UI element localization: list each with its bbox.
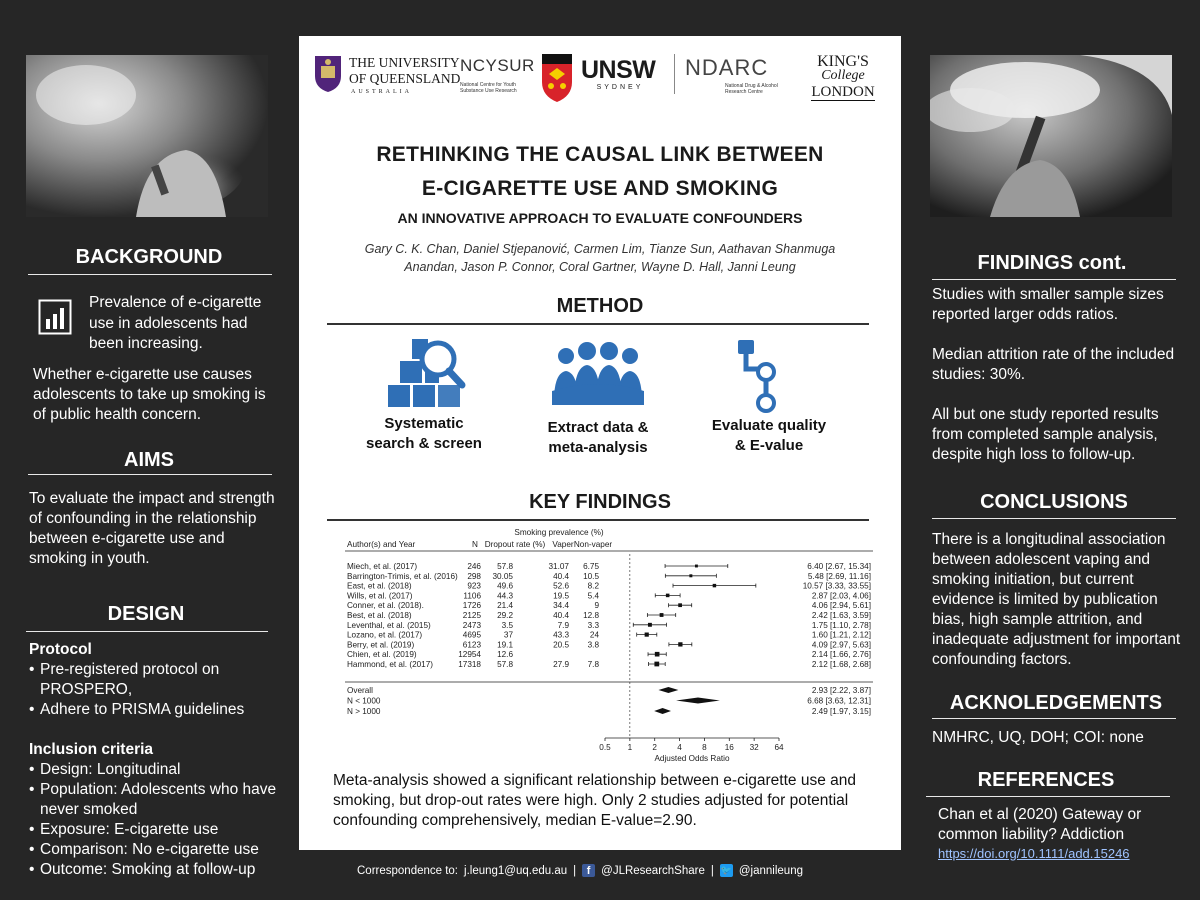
unsw-crest-icon (540, 52, 574, 109)
forest-study-n: 2125 (462, 611, 481, 620)
forest-study-dropout: 49.6 (497, 581, 513, 591)
forest-study-dropout: 3.5 (501, 620, 513, 630)
forest-study-dropout: 57.8 (497, 660, 513, 669)
forest-study-label: Barrington-Trimis, et al. (2016) (347, 571, 458, 581)
kings-line3: LONDON (811, 84, 875, 100)
uq-line2: OF QUEENSLAND (349, 71, 461, 86)
inclusion-item: • Outcome: Smoking at follow-up (29, 860, 285, 880)
ncysur-logo (460, 56, 535, 96)
forest-pooled-label: Overall (347, 686, 373, 695)
forest-point (689, 574, 692, 577)
forest-study-n: 1726 (462, 601, 481, 611)
forest-study-ci: 4.06 [2.94, 5.61] (811, 601, 871, 611)
design-content (29, 640, 285, 880)
forest-study-ci: 2.42 [1.63, 3.59] (811, 611, 871, 620)
forest-study-n: 6123 (462, 640, 481, 650)
forest-study-label: Best, et al. (2018) (347, 611, 412, 620)
forest-study-label: Leventhal, et al. (2015) (347, 620, 431, 630)
forest-study-n: 12954 (458, 650, 481, 660)
forest-study-nonvaper: 3.3 (587, 620, 599, 630)
uq-line1: THE UNIVERSITY (349, 55, 460, 70)
facebook-icon: f (582, 864, 595, 877)
forest-study-label: Conner, et al. (2018). (347, 601, 424, 611)
forest-study-n: 246 (467, 562, 481, 571)
forest-study-vaper: 19.5 (553, 591, 569, 601)
forest-x-tick-label: 32 (749, 743, 759, 752)
bar-chart-icon (38, 299, 72, 335)
forest-x-tick-label: 4 (677, 743, 682, 752)
footer-facebook[interactable]: @JLResearchShare (601, 864, 705, 877)
forest-header-dropout: Dropout rate (%) (484, 540, 546, 549)
forest-study-n: 2473 (462, 620, 481, 630)
forest-study-vaper: 31.07 (548, 562, 569, 571)
findings-cont-title: FINDINGS cont. (977, 252, 1127, 274)
method-rule (327, 323, 869, 325)
key-findings-title: KEY FINDINGS (529, 491, 671, 513)
forest-study-ci: 1.60 [1.21, 2.12] (811, 630, 871, 640)
uq-line3: AUSTRALIA (351, 89, 412, 95)
twitter-icon: 🐦 (720, 865, 732, 875)
forest-study-dropout: 29.2 (497, 611, 513, 620)
kings-logo (803, 54, 883, 102)
poster-panel (299, 36, 901, 850)
kings-line2: College (821, 68, 865, 83)
forest-point (655, 652, 660, 657)
references-title: REFERENCES (977, 769, 1115, 791)
inclusion-item: • Comparison: No e-cigarette use (29, 840, 285, 860)
unsw-logo (581, 56, 665, 96)
key-findings-rule (327, 519, 869, 521)
conclusions-rule (932, 518, 1176, 519)
poster-subtitle: AN INNOVATIVE APPROACH TO EVALUATE CONFOUNDERS (397, 210, 803, 226)
forest-point (645, 633, 649, 637)
forest-study-ci: 4.09 [2.97, 5.63] (811, 640, 871, 650)
forest-study-n: 1106 (463, 591, 481, 601)
forest-study-ci: 2.14 [1.66, 2.76] (811, 650, 871, 660)
vaping-photo-left (26, 55, 268, 217)
forest-study-vaper: 43.3 (553, 630, 569, 640)
forest-study-nonvaper: 24 (589, 630, 599, 640)
ncysur-sub: National Centre for Youth Substance Use Research (460, 82, 517, 94)
unsw-text: UNSW (581, 56, 656, 84)
forest-point (654, 662, 659, 667)
references-body: Chan et al (2020) Gateway or common liability? Addiction (938, 806, 1142, 843)
forest-header-author: Author(s) and Year (347, 540, 416, 549)
forest-study-dropout: 30.05 (492, 571, 513, 581)
forest-study-dropout: 37 (503, 630, 513, 640)
forest-study-dropout: 12.6 (497, 650, 513, 660)
vaping-photo-right (930, 55, 1172, 217)
forest-study-nonvaper: 6.75 (583, 562, 599, 571)
design-title: DESIGN (107, 603, 185, 625)
forest-study-ci: 2.12 [1.68, 2.68] (811, 660, 871, 669)
forest-point (713, 584, 716, 587)
forest-study-vaper: 20.5 (553, 640, 569, 650)
forest-study-label: Hammond, et al. (2017) (347, 660, 434, 669)
forest-study-ci: 2.87 [2.03, 4.06] (811, 591, 871, 601)
inclusion-item: • Population: Adolescents who have never smoked (29, 780, 285, 820)
forest-study-nonvaper: 9 (594, 601, 599, 611)
protocol-list (29, 660, 285, 720)
footer-prefix: Correspondence to: (357, 864, 459, 877)
forest-study-label: Wills, et al. (2017) (347, 591, 413, 601)
forest-study-label: Berry, et al. (2019) (347, 640, 415, 650)
aims-title: AIMS (124, 449, 174, 471)
ndarc-text: NDARC (685, 55, 769, 80)
forest-study-nonvaper: 7.8 (587, 660, 599, 669)
acknowledgements-body: NMHRC, UQ, DOH; COI: none (932, 729, 1144, 746)
poster-title-line1: RETHINKING THE CAUSAL LINK BETWEEN (376, 143, 824, 166)
inclusion-heading: Inclusion criteria (29, 741, 154, 758)
findings-cont-p3: All but one study reported results from completed sample analysis, despite high loss to follow-up. (932, 406, 1159, 463)
kings-line1: KING'S (817, 53, 869, 70)
conclusions-body: There is a longitudinal association between adolescent vaping and smoking initiation, but current evidence is limited by publication bias, high sample attrition, and inadequate adjustment for important confounding factors. (932, 531, 1181, 668)
forest-header-group: Smoking prevalence (%) (514, 528, 604, 537)
uq-logo (313, 52, 461, 98)
forest-pooled-label: N < 1000 (347, 696, 381, 706)
unsw-sub: SYDNEY (596, 84, 644, 91)
footer-twitter[interactable]: @jannileung (738, 864, 803, 877)
forest-study-dropout: 21.4 (497, 601, 513, 611)
correspondence-footer: Correspondence to: j.leung1@uq.edu.au | f @JLResearchShare | 🐦 @jannileung (357, 864, 803, 877)
findings-summary: Meta-analysis showed a significant relationship between e-cigarette use and smoking, but drop-out rates were high. Only 2 studies adjusted for potential confounding comprehensively, median E-value=2.90. (333, 772, 856, 829)
forest-study-dropout: 19.1 (497, 640, 513, 650)
protocol-heading: Protocol (29, 641, 92, 658)
background-rule (28, 274, 272, 275)
forest-study-vaper: 7.9 (557, 620, 569, 630)
forest-pooled-diamond (658, 687, 678, 693)
forest-pooled-diamond (654, 708, 671, 714)
people-group-icon (550, 341, 646, 412)
authors-line1: Gary C. K. Chan, Daniel Stjepanović, Carmen Lim, Tianze Sun, Aathavan Shanmuga (364, 242, 836, 256)
forest-point (666, 594, 670, 598)
findings-cont-p1: Studies with smaller sample sizes reported larger odds ratios. (932, 286, 1164, 323)
forest-study-vaper: 40.4 (553, 611, 569, 620)
poster-title-line2: E-CIGARETTE USE AND SMOKING (421, 177, 779, 200)
forest-header-vaper: Vaper (552, 540, 574, 549)
forest-study-ci: 6.40 [2.67, 15.34] (807, 562, 871, 571)
flow-connector-icon (734, 337, 788, 418)
forest-point (648, 623, 652, 627)
background-title: BACKGROUND (75, 246, 223, 268)
forest-x-tick-label: 8 (702, 743, 707, 752)
forest-study-nonvaper: 12.8 (583, 611, 599, 620)
forest-x-tick-label: 1 (627, 743, 633, 752)
forest-study-n: 4695 (462, 630, 481, 640)
forest-header-nonvaper: Non-vaper (573, 540, 613, 549)
protocol-item: • Pre-registered protocol on PROSPERO, (29, 660, 285, 700)
acknowledgements-title: ACKNOLEDGEMENTS (949, 692, 1163, 714)
references-link[interactable]: https://doi.org/10.1111/add.15246 (938, 846, 1130, 861)
aims-rule (28, 474, 272, 475)
forest-study-n: 923 (467, 581, 481, 591)
forest-pooled-ci: 2.93 [2.22, 3.87] (811, 686, 871, 695)
forest-pooled-ci: 2.49 [1.97, 3.15] (811, 707, 871, 716)
forest-study-label: East, et al. (2018) (347, 581, 412, 591)
forest-study-label: Lozano, et al. (2017) (347, 630, 423, 640)
forest-study-vaper: 40.4 (553, 571, 569, 581)
method-step-label: Evaluate quality & E-value (711, 417, 827, 454)
inclusion-list (29, 760, 285, 880)
forest-study-vaper: 27.9 (553, 660, 569, 669)
acknowledgements-rule (932, 718, 1176, 719)
forest-pooled-label: N > 1000 (347, 707, 381, 716)
forest-study-dropout: 44.3 (497, 591, 513, 601)
forest-study-ci: 1.75 [1.10, 2.78] (811, 620, 871, 630)
boxes-magnifier-icon (386, 337, 466, 416)
forest-point (678, 642, 682, 646)
forest-plot-svg (339, 526, 879, 766)
forest-study-n: 298 (467, 571, 481, 581)
logo-divider (674, 54, 675, 94)
forest-pooled-diamond (676, 698, 720, 704)
forest-study-vaper: 34.4 (553, 601, 569, 611)
forest-point (660, 613, 664, 617)
background-body: Whether e-cigarette use causes adolescents to take up smoking is of public health concern. (33, 366, 266, 423)
footer-email[interactable]: j.leung1@uq.edu.au (464, 864, 568, 877)
findings-cont-p2: Median attrition rate of the included studies: 30%. (932, 346, 1175, 383)
forest-study-nonvaper: 3.8 (587, 640, 599, 650)
forest-study-label: Chien, et al. (2019) (347, 650, 417, 660)
authors-line2: Anandan, Jason P. Connor, Coral Gartner, Wayne D. Hall, Janni Leung (404, 260, 796, 274)
forest-header-n: N (472, 540, 478, 549)
forest-x-tick-label: 16 (724, 743, 734, 752)
ndarc-logo (685, 56, 795, 96)
background-stat-text: Prevalence of e-cigarette use in adolescents had been increasing. (89, 294, 262, 352)
forest-point (678, 603, 682, 607)
findings-cont-rule (932, 279, 1176, 280)
conclusions-title: CONCLUSIONS (980, 491, 1128, 513)
forest-study-ci: 10.57 [3.33, 33.55] (802, 581, 871, 591)
ncysur-text: NCYSUR (460, 56, 535, 75)
forest-study-label: Miech, et al. (2017) (347, 562, 418, 571)
forest-plot (339, 526, 879, 766)
forest-study-dropout: 57.8 (497, 562, 513, 571)
forest-pooled-ci: 6.68 [3.63, 12.31] (807, 696, 871, 706)
forest-study-n: 17318 (458, 660, 481, 669)
forest-study-ci: 5.48 [2.69, 11.16] (807, 571, 871, 581)
forest-x-axis-label: Adjusted Odds Ratio (654, 754, 730, 763)
protocol-item: • Adhere to PRISMA guidelines (29, 700, 285, 720)
forest-x-tick-label: 0.5 (599, 743, 611, 752)
method-step-label: Extract data & meta-analysis (547, 419, 649, 456)
references-rule (926, 796, 1170, 797)
ndarc-sub: National Drug & Alcohol Research Centre (725, 83, 778, 95)
forest-study-vaper: 52.6 (553, 581, 569, 591)
design-rule (26, 631, 268, 632)
forest-study-nonvaper: 8.2 (587, 581, 599, 591)
inclusion-item: • Exposure: E-cigarette use (29, 820, 285, 840)
inclusion-item: • Design: Longitudinal (29, 760, 285, 780)
aims-body: To evaluate the impact and strength of confounding in the relationship between e-cigarette use and smoking in youth. (29, 490, 275, 567)
method-step-label: Systematic search & screen (366, 415, 482, 452)
forest-study-nonvaper: 5.4 (587, 591, 599, 601)
method-title: METHOD (556, 295, 644, 317)
forest-x-tick-label: 64 (774, 743, 784, 752)
uq-crest-icon (313, 54, 343, 94)
forest-study-nonvaper: 10.5 (583, 571, 599, 581)
forest-x-tick-label: 2 (652, 743, 657, 752)
forest-point (695, 565, 698, 568)
